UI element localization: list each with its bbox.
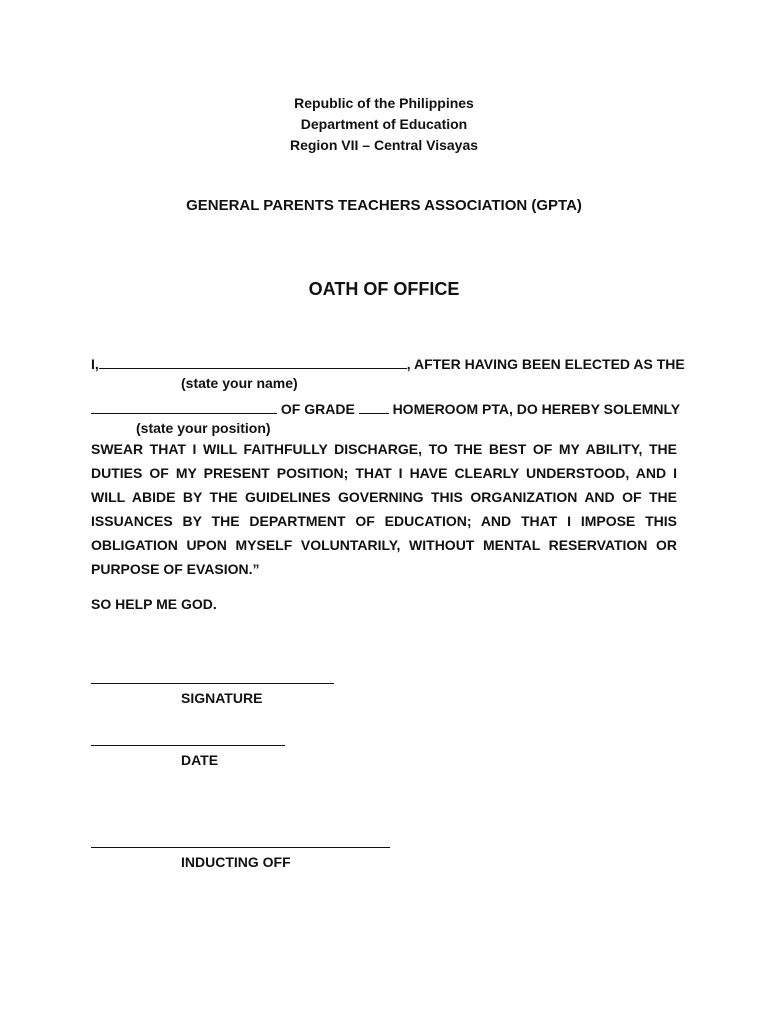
position-hint: (state your position): [136, 420, 271, 436]
name-blank[interactable]: [99, 354, 407, 369]
header-country: Republic of the Philippines: [294, 95, 474, 111]
position-blank[interactable]: [91, 399, 277, 414]
oath-body: [91, 437, 677, 581]
oath-of-grade: OF GRADE: [280, 401, 355, 417]
oath-line-1: [91, 354, 685, 372]
date-line[interactable]: [91, 745, 285, 746]
date-label: DATE: [181, 752, 219, 768]
closing-statement: SO HELP ME GOD.: [91, 596, 217, 612]
signature-line[interactable]: [91, 683, 334, 684]
grade-blank[interactable]: [359, 399, 389, 414]
oath-after-name: , AFTER HAVING BEEN ELECTED AS THE: [406, 356, 685, 372]
oath-body-text: SWEAR THAT I WILL FAITHFULLY DISCHARGE, TO THE BEST OF MY ABILITY, THE DUTIES OF MY PRESENT POSITION; THAT I HAVE CLEARLY UNDERSTOOD, AND I WILL ABIDE BY THE GUIDELINES GOVERNING THIS ORGANIZATION AND OF THE ISSUANCES BY THE DEPARTMENT OF EDUCATION; AND THAT I IMPOSE THIS OBLIGATION UPON MYSELF VOLUNTARILY, WITHOUT MENTAL RESERVATION OR PURPOSE OF EVASION.”: [91, 441, 677, 577]
name-hint: (state your name): [181, 375, 298, 391]
oath-homeroom: HOMEROOM PTA, DO HEREBY SOLEMNLY: [392, 401, 681, 417]
organization-title: GENERAL PARENTS TEACHERS ASSOCIATION (GPTA): [186, 197, 582, 214]
signature-label: SIGNATURE: [181, 690, 263, 706]
oath-line-2: [91, 399, 680, 417]
inducting-officer-line[interactable]: [91, 847, 390, 848]
header-department: Department of Education: [300, 116, 468, 132]
header-region: Region VII – Central Visayas: [289, 137, 479, 153]
oath-prefix: I,: [91, 356, 99, 372]
inducting-officer-label: INDUCTING OFF: [181, 854, 291, 870]
document-title: OATH OF OFFICE: [308, 279, 460, 299]
